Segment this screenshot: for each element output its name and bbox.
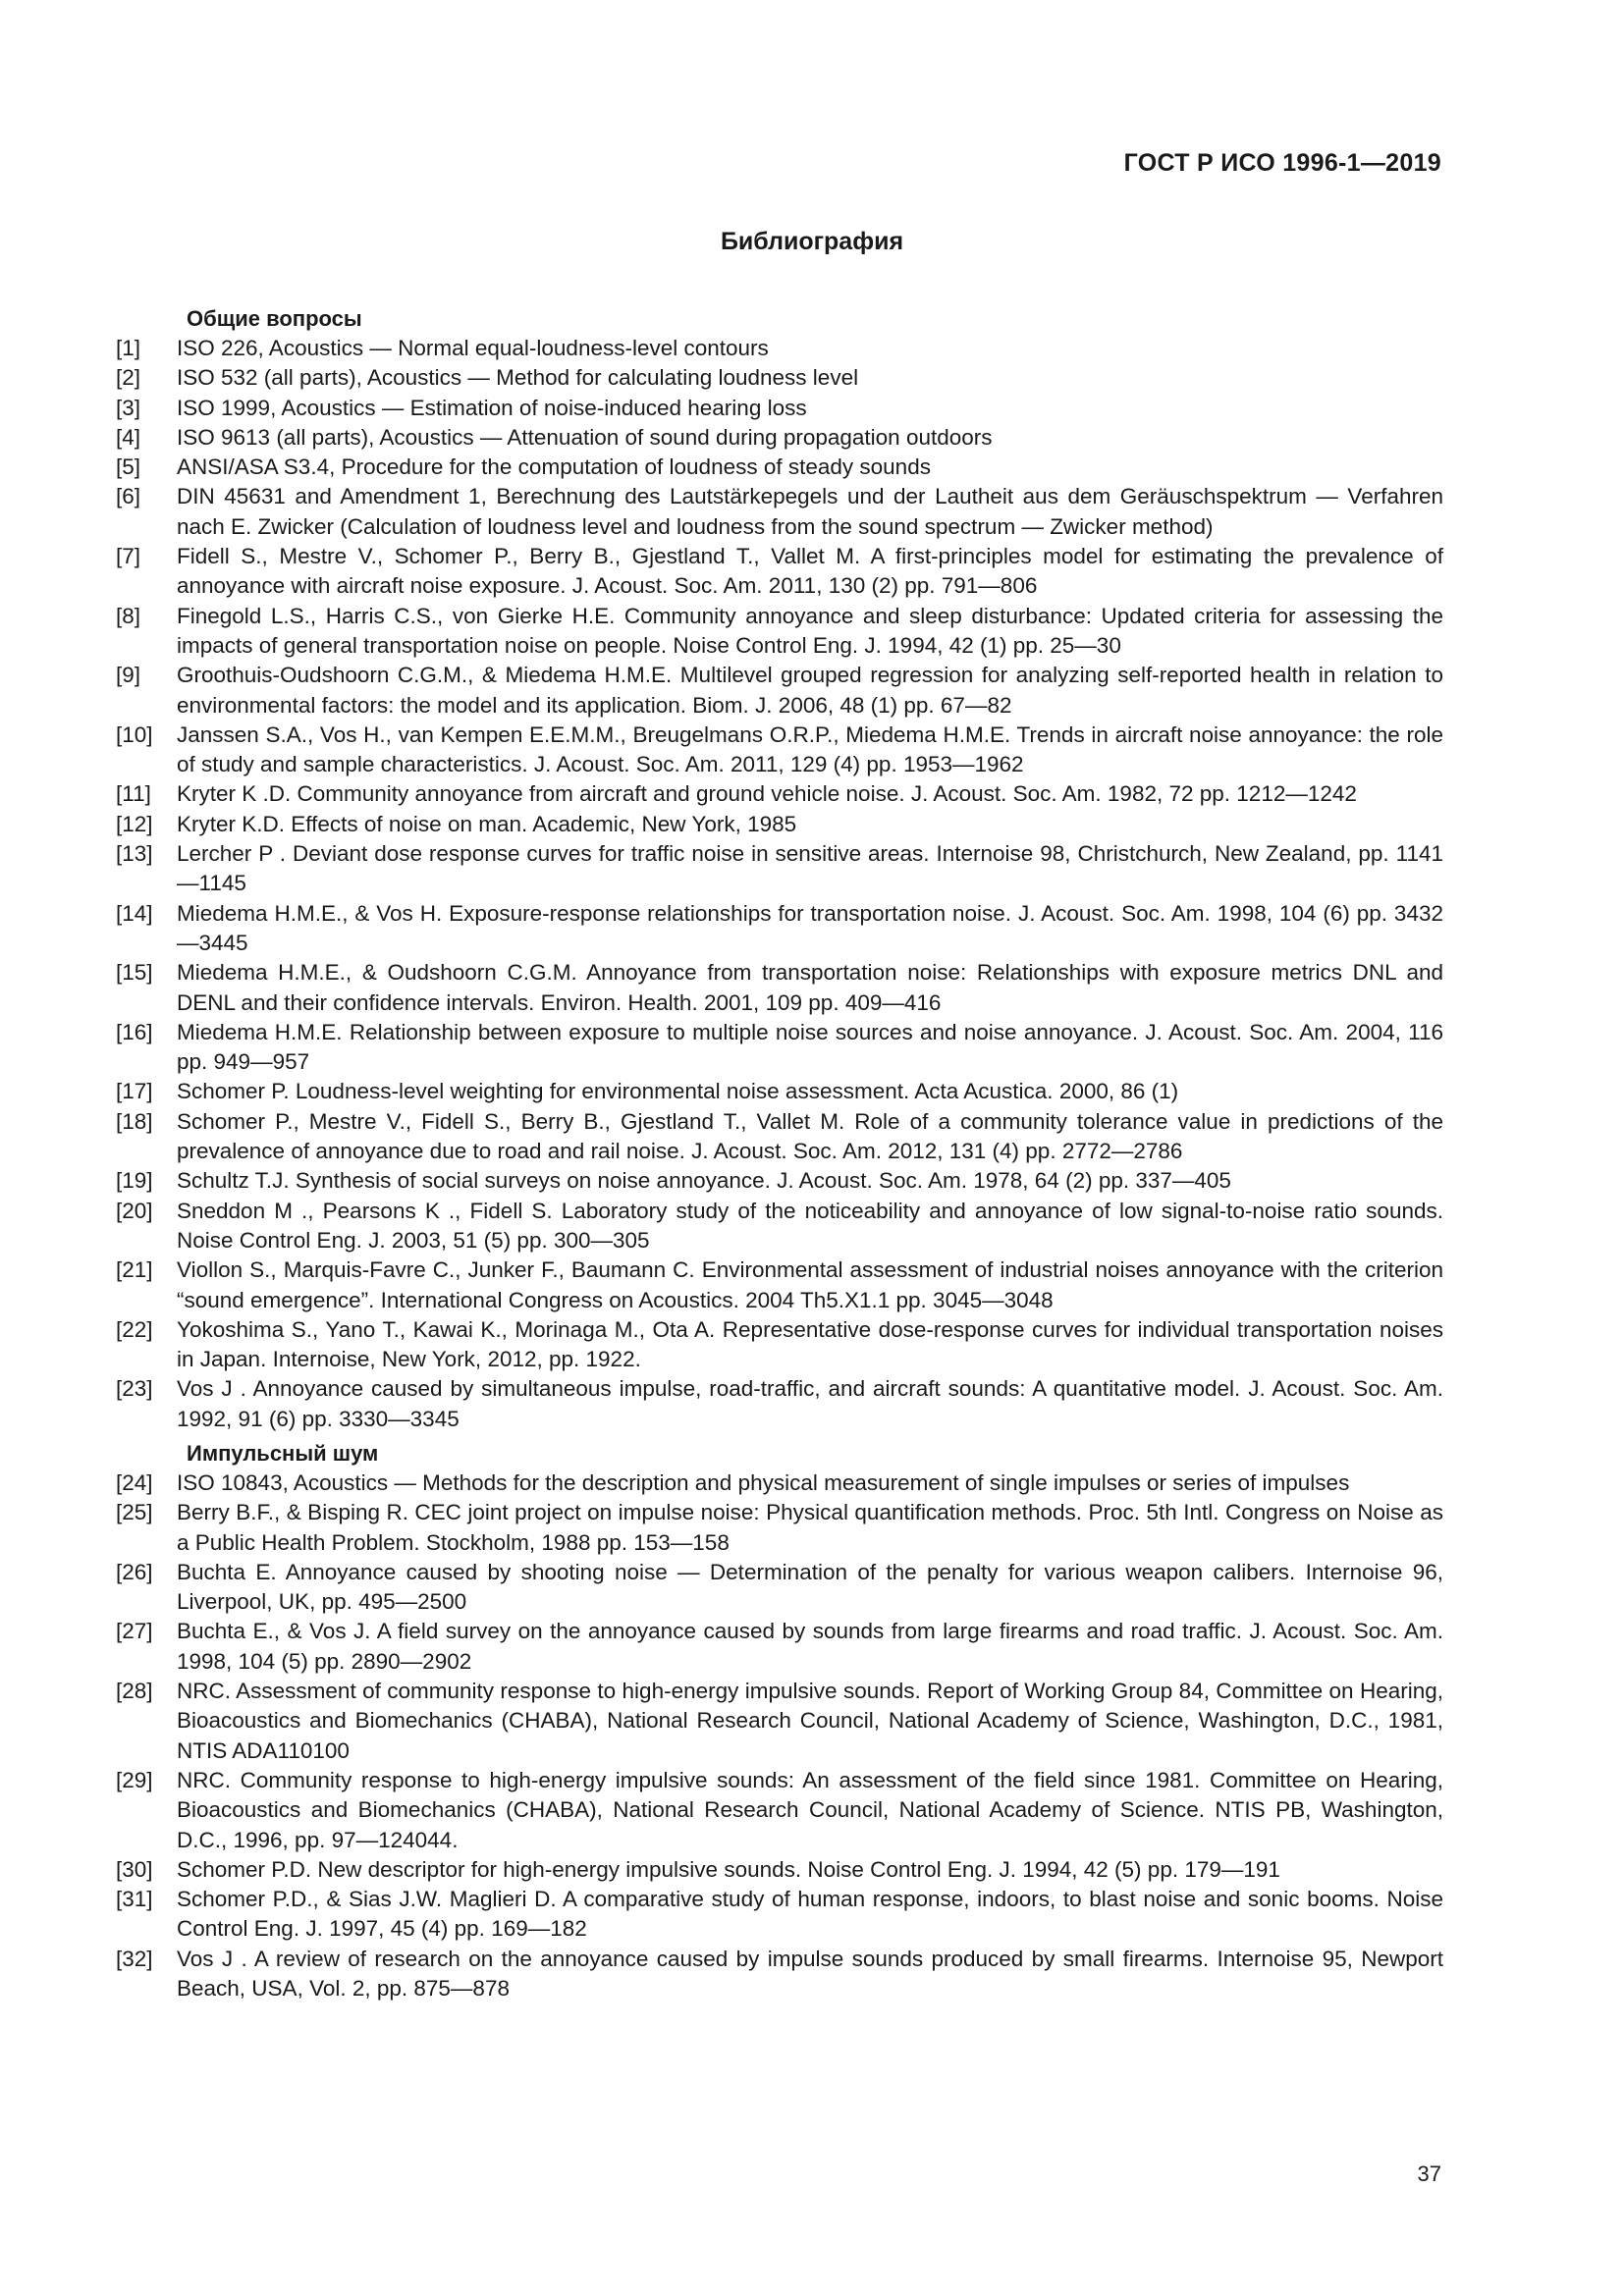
- reference-text: ISO 9613 (all parts), Acoustics — Attenuation of sound during propagation outdoors: [177, 424, 993, 450]
- reference-number: [3]: [116, 395, 141, 420]
- reference-item: [116, 1617, 1443, 1677]
- reference-number: [24]: [116, 1469, 153, 1495]
- reference-text: Vos J . Annoyance caused by simultaneous impulse, road-traffic, and aircraft sounds: A quantitative model. J. Acoust. Soc. Am. 1992, 91 (6) pp. 3330—3345: [177, 1376, 1443, 1431]
- reference-text: Fidell S., Mestre V., Schomer P., Berry B., Gjestland T., Vallet M. A first-principles model for estimating the prevalence of annoyance with aircraft noise exposure. J. Acoust. Soc. Am. 2011, 130 (2) pp. 791—806: [177, 544, 1443, 599]
- reference-item: [116, 1498, 1443, 1558]
- reference-number: [2]: [116, 365, 141, 391]
- reference-text: Sneddon M ., Pearsons K ., Fidell S. Laboratory study of the noticeability and annoyance of low signal-to-noise ratio sounds. Noise Control Eng. J. 2003, 51 (5) pp. 300—305: [177, 1198, 1443, 1253]
- reference-text: Kryter K.D. Effects of noise on man. Academic, New York, 1985: [177, 811, 797, 836]
- reference-number: [1]: [116, 336, 141, 360]
- page-title: Библиография: [720, 228, 904, 255]
- reference-number: [6]: [116, 484, 141, 509]
- reference-item: [116, 1855, 1443, 1885]
- reference-item: [116, 1677, 1443, 1766]
- reference-number: [13]: [116, 841, 153, 867]
- page-number: 37: [1417, 2162, 1441, 2186]
- document-code: ГОСТ Р ИСО 1996-1—2019: [1123, 149, 1441, 177]
- reference-text: Miedema H.M.E., & Vos H. Exposure-response relationships for transportation noise. J. Acoust. Soc. Am. 1998, 104 (6) pp. 3432—3445: [177, 900, 1443, 955]
- reference-text: Schomer P.D., & Sias J.W. Maglieri D. A comparative study of human response, indoors, to blast noise and sonic booms. Noise Control Eng. J. 1997, 45 (4) pp. 169—182: [177, 1887, 1443, 1942]
- reference-text: ISO 10843, Acoustics — Methods for the description and physical measurement of single impulses or series of impulses: [177, 1469, 1350, 1495]
- reference-item: [116, 542, 1443, 602]
- reference-item: [116, 1077, 1443, 1106]
- reference-item: [116, 1374, 1443, 1434]
- reference-list-impulse: [116, 1468, 1443, 2003]
- reference-number: [8]: [116, 603, 141, 628]
- reference-text: Miedema H.M.E., & Oudshoorn C.G.M. Annoyance from transportation noise: Relationships with exposure metrics DNL and DENL and their confidence intervals. Environ. Health. 2001, 109 pp. 409—416: [177, 960, 1443, 1015]
- reference-text: Groothuis-Oudshoorn C.G.M., & Miedema H.M.E. Multilevel grouped regression for analyzing self-reported health in relation to environmental factors: the model and its application. Biom. J. 2006, 48 (1) pp. 67—82: [177, 663, 1443, 718]
- reference-text: Buchta E. Annoyance caused by shooting noise — Determination of the penalty for various weapon calibers. Internoise 96, Liverpool, UK, pp. 495—2500: [177, 1559, 1443, 1615]
- reference-item: [116, 721, 1443, 780]
- reference-item: [116, 1255, 1443, 1315]
- reference-number: [11]: [116, 781, 151, 807]
- reference-number: [19]: [116, 1168, 153, 1194]
- reference-number: [17]: [116, 1079, 153, 1104]
- reference-text: Buchta E., & Vos J. A field survey on the annoyance caused by sounds from large firearms and road traffic. J. Acoust. Soc. Am. 1998, 104 (5) pp. 2890—2902: [177, 1619, 1443, 1674]
- reference-number: [23]: [116, 1376, 153, 1402]
- reference-number: [31]: [116, 1887, 153, 1912]
- reference-number: [30]: [116, 1856, 153, 1882]
- reference-text: Schomer P., Mestre V., Fidell S., Berry B., Gjestland T., Vallet M. Role of a community tolerance value in predictions of the prevalence of annoyance due to road and rail noise. J. Acoust. Soc. Am. 2012, 131 (4) pp. 2772—2786: [177, 1108, 1443, 1164]
- reference-item: [116, 1107, 1443, 1167]
- reference-number: [15]: [116, 960, 153, 986]
- reference-text: ANSI/ASA S3.4, Procedure for the computation of loudness of steady sounds: [177, 454, 931, 480]
- reference-item: [116, 899, 1443, 959]
- reference-text: NRC. Assessment of community response to high-energy impulsive sounds. Report of Working Group 84, Committee on Hearing, Bioacoustics and Biomechanics (CHABA), National Research Council, National Academy of Science, Washington, D.C., 1981, NTIS ADA110100: [177, 1679, 1443, 1763]
- reference-number: [21]: [116, 1257, 153, 1283]
- reference-number: [10]: [116, 721, 153, 747]
- reference-item: [116, 363, 1443, 393]
- reference-number: [18]: [116, 1108, 153, 1134]
- reference-item: [116, 1315, 1443, 1375]
- reference-number: [20]: [116, 1198, 153, 1223]
- reference-item: [116, 810, 1443, 839]
- reference-number: [22]: [116, 1316, 153, 1342]
- reference-list-general: [116, 334, 1443, 1434]
- reference-text: NRC. Community response to high-energy impulsive sounds: An assessment of the field since 1981. Committee on Hearing, Bioacoustics and Biomechanics (CHABA), National Research Council, National Academy of Science. NTIS PB, Washington, D.C., 1996, pp. 97—124044.: [177, 1767, 1443, 1852]
- reference-text: Schomer P.D. New descriptor for high-energy impulsive sounds. Noise Control Eng. J. 1994, 42 (5) pp. 179—191: [177, 1856, 1280, 1882]
- reference-text: Vos J . A review of research on the annoyance caused by impulse sounds produced by small firearms. Internoise 95, Newport Beach, USA, Vol. 2, pp. 875—878: [177, 1946, 1443, 2002]
- reference-item: [116, 334, 1443, 363]
- reference-text: Viollon S., Marquis-Favre C., Junker F., Baumann C. Environmental assessment of industrial noises annoyance with the criterion “sound emergence”. International Congress on Acoustics. 2004 Th5.X1.1 pp. 3045—3048: [177, 1257, 1443, 1312]
- reference-number: [7]: [116, 544, 141, 569]
- reference-text: Schomer P. Loudness-level weighting for environmental noise assessment. Acta Acustica. 2000, 86 (1): [177, 1079, 1179, 1104]
- reference-item: [116, 661, 1443, 721]
- reference-number: [14]: [116, 900, 153, 926]
- reference-text: Schultz T.J. Synthesis of social surveys on noise annoyance. J. Acoust. Soc. Am. 1978, 64 (2) pp. 337—405: [177, 1168, 1231, 1194]
- reference-number: [12]: [116, 811, 153, 836]
- reference-item: [116, 1018, 1443, 1078]
- reference-text: Berry B.F., & Bisping R. CEC joint project on impulse noise: Physical quantification methods. Proc. 5th Intl. Congress on Noise as a Public Health Problem. Stockholm, 1988 pp. 153—158: [177, 1500, 1443, 1555]
- reference-text: DIN 45631 and Amendment 1, Berechnung des Lautstärkepegels und der Lautheit aus dem Geräuschspektrum — Verfahren nach E. Zwicker (Calculation of loudness level and loudness from the sound spectrum — Zwicker method): [177, 484, 1443, 539]
- section-heading-impulse: Импульсный шум: [187, 1440, 379, 1466]
- reference-text: Janssen S.A., Vos H., van Kempen E.E.M.M., Breugelmans O.R.P., Miedema H.M.E. Trends in aircraft noise annoyance: the role of study and sample characteristics. J. Acoust. Soc. Am. 2011, 129 (4) pp. 1953—1962: [177, 721, 1443, 777]
- reference-number: [9]: [116, 663, 141, 688]
- reference-item: [116, 423, 1443, 453]
- bibliography: [116, 304, 1443, 2003]
- reference-text: ISO 1999, Acoustics — Estimation of noise-induced hearing loss: [177, 395, 807, 420]
- reference-item: [116, 779, 1443, 809]
- reference-text: Finegold L.S., Harris C.S., von Gierke H.E. Community annoyance and sleep disturbance: Updated criteria for assessing the impacts of general transportation noise on people. Noise Control Eng. J. 1994, 42 (1) pp. 25—30: [177, 603, 1443, 658]
- section-heading-general: Общие вопросы: [187, 306, 362, 331]
- reference-number: [5]: [116, 454, 141, 480]
- reference-item: [116, 1558, 1443, 1618]
- reference-number: [26]: [116, 1559, 153, 1584]
- reference-item: [116, 1885, 1443, 1945]
- reference-number: [32]: [116, 1946, 153, 1971]
- reference-text: ISO 532 (all parts), Acoustics — Method for calculating loudness level: [177, 365, 859, 391]
- reference-text: Lercher P . Deviant dose response curves for traffic noise in sensitive areas. Internoise 98, Christchurch, New Zealand, pp. 1141—1145: [177, 841, 1443, 896]
- reference-item: [116, 482, 1443, 542]
- reference-number: [28]: [116, 1679, 153, 1704]
- reference-number: [16]: [116, 1019, 153, 1044]
- reference-item: [116, 602, 1443, 662]
- reference-number: [4]: [116, 424, 141, 450]
- reference-item: [116, 1166, 1443, 1196]
- reference-number: [29]: [116, 1767, 153, 1792]
- reference-text: Miedema H.M.E. Relationship between exposure to multiple noise sources and noise annoyance. J. Acoust. Soc. Am. 2004, 116 pp. 949—957: [177, 1019, 1443, 1075]
- reference-text: Kryter K .D. Community annoyance from aircraft and ground vehicle noise. J. Acoust. Soc. Am. 1982, 72 pp. 1212—1242: [177, 781, 1357, 807]
- reference-text: ISO 226, Acoustics — Normal equal-loudness-level contours: [177, 336, 769, 360]
- reference-text: Yokoshima S., Yano T., Kawai K., Morinaga M., Ota A. Representative dose-response curves for individual transportation noises in Japan. Internoise, New York, 2012, pp. 1922.: [177, 1316, 1443, 1372]
- reference-item: [116, 1468, 1443, 1498]
- reference-item: [116, 839, 1443, 899]
- reference-number: [25]: [116, 1500, 153, 1525]
- reference-item: [116, 1945, 1443, 2004]
- reference-item: [116, 1766, 1443, 1855]
- reference-number: [27]: [116, 1619, 153, 1644]
- reference-item: [116, 394, 1443, 423]
- reference-item: [116, 958, 1443, 1018]
- reference-item: [116, 453, 1443, 482]
- reference-item: [116, 1197, 1443, 1256]
